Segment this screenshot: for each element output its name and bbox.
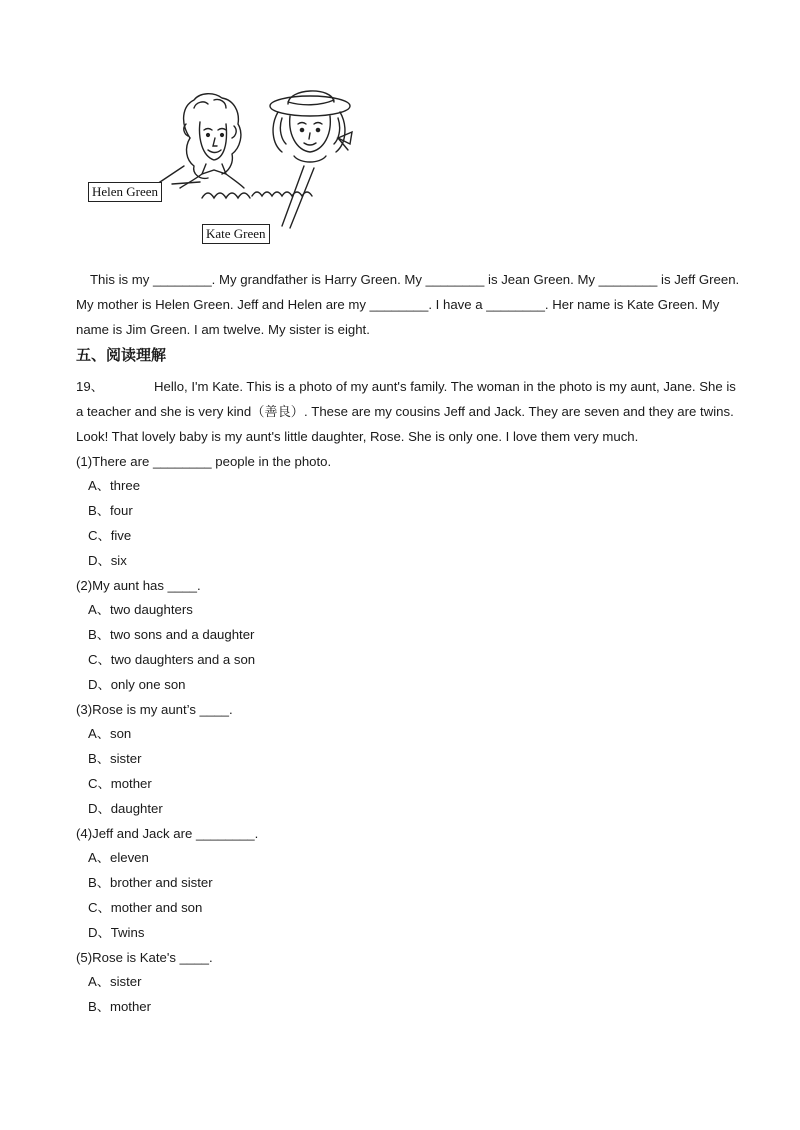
question-2-option-b: B、two sons and a daughter [88, 627, 255, 642]
family-illustration [82, 78, 382, 250]
question-1-option-c: C、five [88, 528, 132, 543]
question-5-option-b: B、mother [88, 999, 152, 1014]
question-4-option-c: C、mother and son [88, 900, 203, 915]
section-heading: 五、阅读理解 [76, 346, 167, 364]
question-2-option-a: A、two daughters [88, 602, 193, 617]
question-number: 19、 [76, 379, 104, 394]
question-2-option-c: C、two daughters and a son [88, 652, 256, 667]
question-4-option-b: B、brother and sister [88, 875, 213, 890]
reading-text-1: Hello, I'm Kate. This is a photo of my aunt's family. The woman in the photo is my aunt, Jane. She is [154, 379, 736, 394]
question-5-option-a: A、sister [88, 974, 142, 989]
label-kate-green: Kate Green [202, 224, 270, 244]
question-4-option-a: A、eleven [88, 850, 149, 865]
passage-line-1: This is my ________. My grandfather is Harry Green. My ________ is Jean Green. My ________ is Jeff Green. [90, 272, 740, 287]
passage-line-3: name is Jim Green. I am twelve. My sister is eight. [76, 322, 370, 337]
question-3-option-c: C、mother [88, 776, 152, 791]
question-3-option-d: D、daughter [88, 801, 163, 816]
question-4-stem: (4)Jeff and Jack are ________. [76, 826, 259, 841]
question-1-option-d: D、six [88, 553, 127, 568]
question-4-option-d: D、Twins [88, 925, 145, 940]
question-5-stem: (5)Rose is Kate's ____. [76, 950, 213, 965]
reading-line-1 [76, 378, 736, 396]
question-1-stem: (1)There are ________ people in the photo. [76, 454, 332, 469]
question-3-option-b: B、sister [88, 751, 142, 766]
passage-line-2: My mother is Helen Green. Jeff and Helen are my ________. I have a ________. Her name is Kate Green. My [76, 297, 720, 312]
question-1-option-b: B、four [88, 503, 133, 518]
question-3-option-a: A、son [88, 726, 132, 741]
question-2-option-d: D、only one son [88, 677, 186, 692]
reading-line-2: a teacher and she is very kind（善良）. These are my cousins Jeff and Jack. They are seven and they are twins. [76, 404, 734, 419]
question-3-stem: (3)Rose is my aunt’s ____. [76, 702, 233, 717]
reading-line-3: Look! That lovely baby is my aunt's little daughter, Rose. She is only one. I love them very much. [76, 429, 639, 444]
question-1-option-a: A、three [88, 478, 141, 493]
question-2-stem: (2)My aunt has ____. [76, 578, 201, 593]
label-helen-green: Helen Green [88, 182, 162, 202]
